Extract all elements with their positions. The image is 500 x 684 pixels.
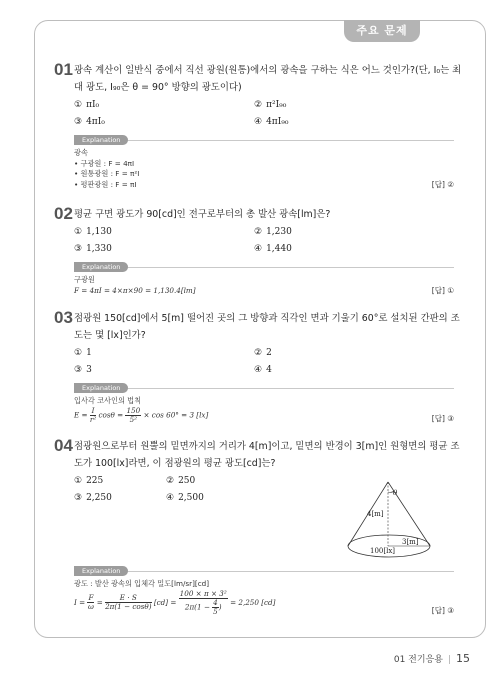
- option-1[interactable]: ① 225: [74, 476, 104, 486]
- question-text: 점광원 150[cd]에서 5[m] 떨어진 곳의 그 방향과 직각인 면과 기울기 60°로 설치된 간판의 조도는 몇 [lx]인가?: [74, 313, 460, 341]
- explanation-label: Explanation: [74, 383, 128, 393]
- question-text: 평균 구면 광도가 90[cd]인 전구로부터의 총 발산 광속[lm]은?: [74, 209, 331, 220]
- height-label: 4[m]: [367, 510, 384, 518]
- section-tab-label: 주요 문제: [356, 24, 408, 37]
- options: [74, 348, 464, 375]
- explanation-body: 광속 • 구광원 : F = 4πI • 원통광원 : F = π²I • 평판광원 : F = πI: [74, 148, 140, 189]
- option-4[interactable]: ④ 4πI₉₀: [254, 117, 289, 127]
- explanation-label: Explanation: [74, 262, 128, 272]
- question-number: 04: [54, 436, 73, 455]
- explanation-label: Explanation: [74, 566, 128, 576]
- explanation-body: 광도 : 발산 광속의 입체각 밀도[lm/sr][cd] I = $\frac{F}{\omega}$ = $\frac{E \cdot S}{2\pi(1 - \cos\theta)}$ [cd] = 100 × π × 3² 2π(1 − $\frac{4}{5}$ ) = 2,250 [cd]: [74, 579, 454, 616]
- option-1[interactable]: ① πI₀: [74, 100, 100, 110]
- answer: [답] ③: [431, 413, 454, 423]
- option-2[interactable]: ② 250: [166, 476, 196, 486]
- section-tab: [344, 20, 420, 42]
- question-number: 03: [54, 308, 73, 327]
- option-2[interactable]: ② 1,230: [254, 227, 292, 237]
- page-number: 15: [456, 652, 470, 665]
- page-footer: 01 전기응용 | 15: [393, 652, 470, 665]
- option-2[interactable]: ② π²I₉₀: [254, 100, 287, 110]
- option-4[interactable]: ④ 2,500: [166, 493, 204, 503]
- radius-label: 3[m]: [402, 538, 419, 546]
- option-1[interactable]: ① 1,130: [74, 227, 112, 237]
- question-03: [54, 310, 464, 424]
- option-1[interactable]: ① 1: [74, 348, 92, 358]
- explanation-body: 구광원 F = 4πI = 4×π×90 = 1,130.4[lm]: [74, 275, 196, 295]
- option-3[interactable]: ③ 1,330: [74, 244, 112, 254]
- option-2[interactable]: ② 2: [254, 348, 272, 358]
- theta-label: θ: [393, 489, 398, 497]
- question-text: 점광원으로부터 원뿔의 밑면까지의 거리가 4[m]이고, 밑면의 반경이 3[m]인 원형면의 평균 조도가 100[lx]라면, 이 점광원의 평균 광도[cd]는?: [74, 441, 460, 469]
- option-3[interactable]: ③ 4πI₀: [74, 117, 105, 127]
- question-number: 02: [54, 204, 73, 223]
- formula: I = $\frac{F}{\omega}$ = $\frac{E \cdot S}{2\pi(1 - \cos\theta)}$ [cd] = 100 × π × 3² 2π(1 − $\frac{4}{5}$ ) = 2,250 [cd]: [74, 588, 276, 616]
- explanation-box: [74, 566, 454, 616]
- cone-figure: [340, 478, 450, 568]
- option-4[interactable]: ④ 1,440: [254, 244, 292, 254]
- question-number: 01: [54, 60, 73, 79]
- question-text: 광속 계산이 일반식 중에서 직선 광원(원통)에서의 광속을 구하는 식은 어느 것인가?(단, I₀는 최대 광도, I₉₀은 θ = 90° 방향의 광도이다): [74, 65, 462, 93]
- formula: E = $\frac{I}{\text{r²}}$ cosθ = $\frac{150}{\text{5²}}$ × cos 60° = 3 [lx]: [74, 405, 209, 424]
- answer: [답] ①: [431, 286, 454, 295]
- question-01: [54, 62, 464, 190]
- option-3[interactable]: ③ 2,250: [74, 493, 112, 503]
- options: [74, 227, 464, 254]
- explanation-body: 입사각 코사인의 법칙 E = $\frac{I}{\text{r²}}$ cosθ = $\frac{150}{\text{5²}}$ × cos 60° = 3 [lx]: [74, 396, 454, 424]
- explanation-label: Explanation: [74, 135, 128, 145]
- answer: [답] ②: [431, 180, 454, 189]
- option-4[interactable]: ④ 4: [254, 365, 272, 375]
- option-3[interactable]: ③ 3: [74, 365, 92, 375]
- explanation-box: [74, 262, 454, 296]
- illuminance-label: 100[lx]: [370, 547, 396, 555]
- options: [74, 100, 464, 127]
- explanation-box: [74, 135, 454, 190]
- answer: [답] ③: [431, 605, 454, 615]
- chapter-label: 01 전기응용: [393, 655, 443, 665]
- explanation-box: [74, 383, 454, 424]
- question-02: [54, 206, 464, 296]
